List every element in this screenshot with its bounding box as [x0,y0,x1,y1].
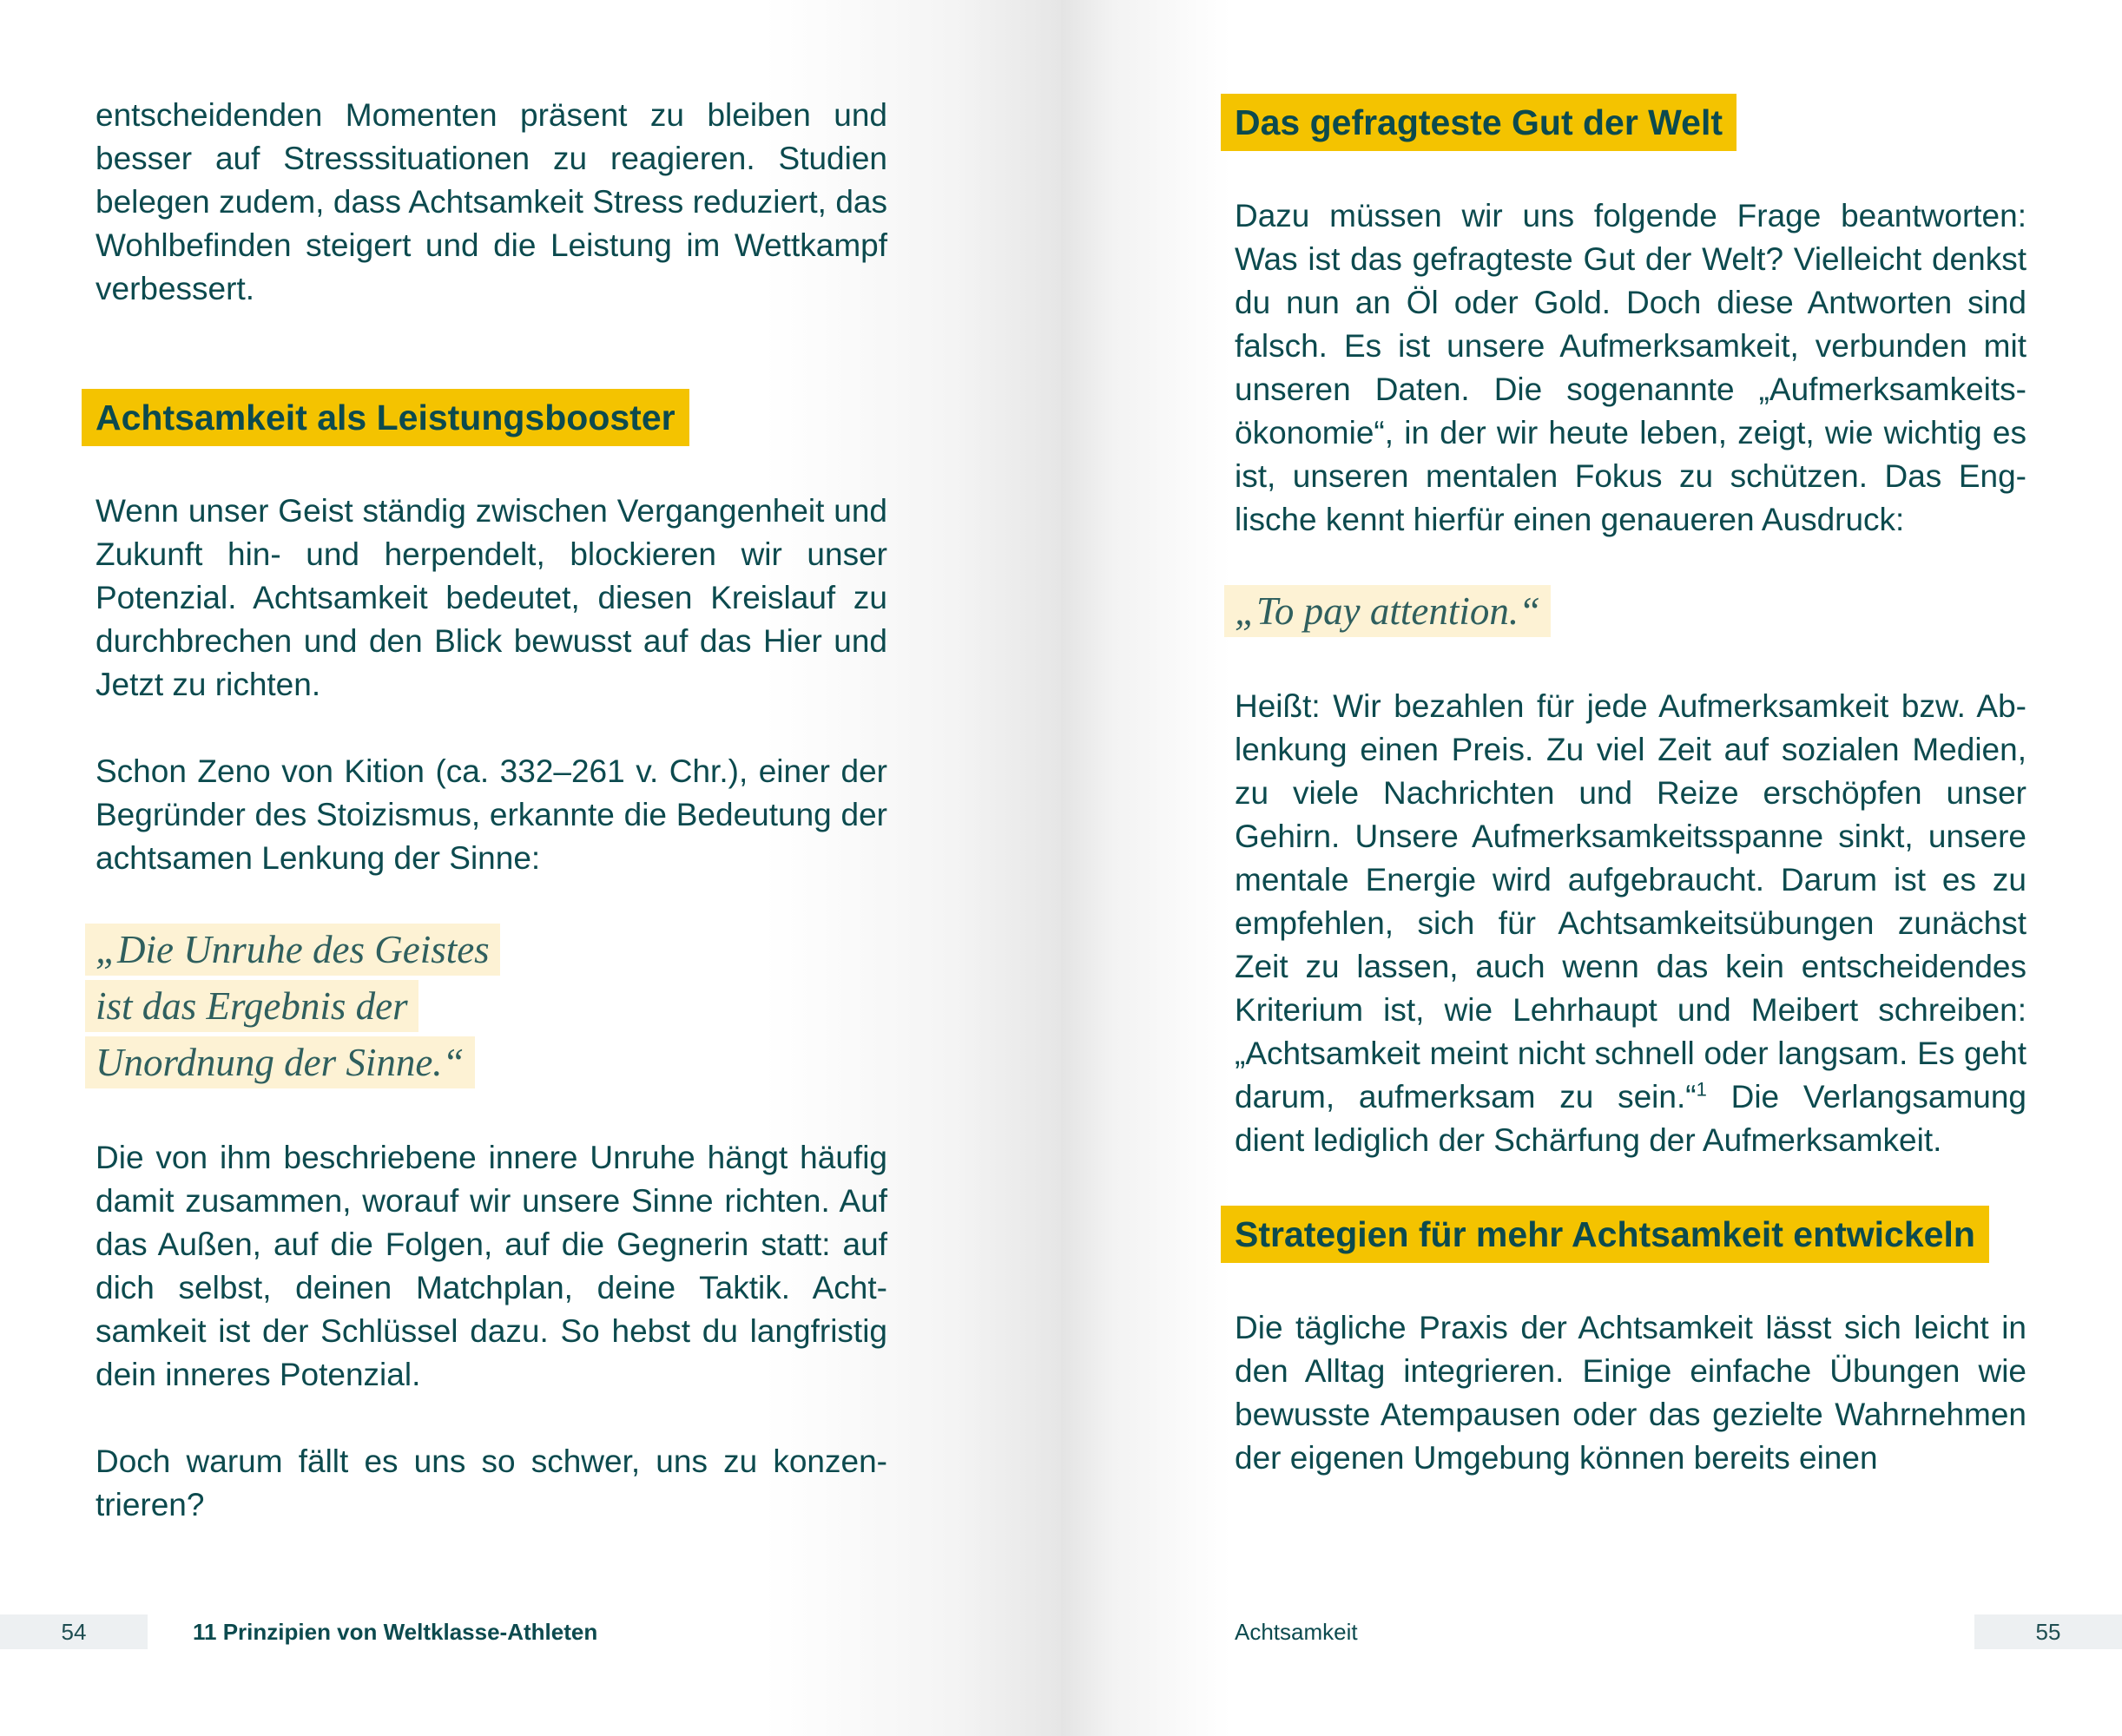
paragraph: Dazu müssen wir uns folgende Frage beantworten: Was ist das gefragteste Gut der Welt? Vielleicht denkst du nun an Öl oder Gold. Doch diese Antworten sind falsch. Es ist unsere Aufmerksamkeit, verbunden mit unseren Daten. Die sogenannte „Aufmerksamkeitsökonomie“, in der wir heute leben, zeigt, wie wichtig es ist, unseren mentalen Fokus zu schützen. Das Englische kennt hierfür einen genaueren Ausdruck: [1235,198,2026,537]
paragraph-text: Die Verlangsamung dient lediglich der Schärfung der Aufmerksamkeit. [1235,1079,2027,1158]
page-footer [1061,1614,2122,1649]
quote-line: ist das Ergebnis der [85,980,418,1032]
paragraph: Die von ihm beschriebene innere Unruhe hängt häufig damit zusammen, worauf wir unsere Sinne richten. Auf das Außen, auf die Folgen, auf die Gegnerin statt: auf dich selbst, deinen Matchplan, deine Taktik. Achtsamkeit ist der Schlüssel dazu. So hebst du langfristig dein inneres Potenzial. [96,1140,887,1392]
paragraph [1235,685,2026,1162]
left-text-column [96,94,887,1527]
paragraph: Doch warum fällt es uns so schwer, uns zu konzentrieren? [96,1443,887,1522]
quote-line: Unordnung der Sinne.“ [85,1036,475,1088]
footnote-marker[interactable]: 1 [1696,1078,1707,1101]
paragraph-text: Heißt: Wir bezahlen für jede Aufmerksamkeit bzw. Ablenkung einen Preis. Zu viel Zeit auf sozialen Medien, zu viele Nachrichten und Reize erschöpfen unser Gehirn. Unsere Aufmerksamkeitsspanne sinkt, unsere mentale Energie wird aufgebraucht. Darum ist es zu empfehlen, sich für Achtsamkeitsübungen zunächst Zeit zu lassen, auch wenn das kein entscheidendes Kriterium ist, wie Lehrhaupt und Meibert schreiben: „Achtsamkeit meint nicht schnell oder langsam. Es geht darum, aufmerksam zu sein.“ [1235,688,2026,1115]
quote-line: „To pay attention.“ [1224,585,1551,637]
right-page [1061,0,2122,1736]
quote-block [85,924,887,1093]
section-heading: Achtsamkeit als Leistungsbooster [82,389,689,446]
paragraph: entscheidenden Momenten präsent zu bleiben und besser auf Stresssituationen zu reagieren. Studien belegen zudem, dass Achtsamkeit Stress reduziert, das Wohlbefinden steigert und die Leistung im Wettkampf verbessert. [96,97,887,306]
right-text-column [1235,94,2026,1480]
paragraph: Wenn unser Geist ständig zwischen Vergangenheit und Zukunft hin- und herpendelt, blockieren wir unser Potenzial. Achtsamkeit bedeutet, diesen Kreislauf zu durchbrechen und den Blick bewusst auf das Hier und Jetzt zu richten. [96,493,887,702]
section-heading: Strategien für mehr Achtsamkeit entwickeln [1221,1206,1989,1263]
running-title: Achtsamkeit [1235,1619,1358,1645]
quote-block [1224,585,2026,641]
paragraph: Schon Zeno von Kition (ca. 332–261 v. Chr.), einer der Begründer des Stoizismus, erkannte die Bedeutung der achtsamen Lenkung der Sinne: [96,753,887,876]
quote-line: „Die Unruhe des Geistes [85,924,500,976]
paragraph: Die tägliche Praxis der Achtsamkeit lässt sich leicht in den Alltag integrieren. Einige einfache Übungen wie bewusste Atempausen oder das gezielte Wahrnehmen der eigenen Umgebung können bereits einen [1235,1310,2026,1476]
page-number: 55 [1974,1614,2122,1649]
section-heading: Das gefragteste Gut der Welt [1221,94,1736,151]
page-footer [0,1614,1061,1649]
running-title: 11 Prinzipien von Weltklasse-Athleten [193,1619,598,1645]
page-number: 54 [0,1614,148,1649]
